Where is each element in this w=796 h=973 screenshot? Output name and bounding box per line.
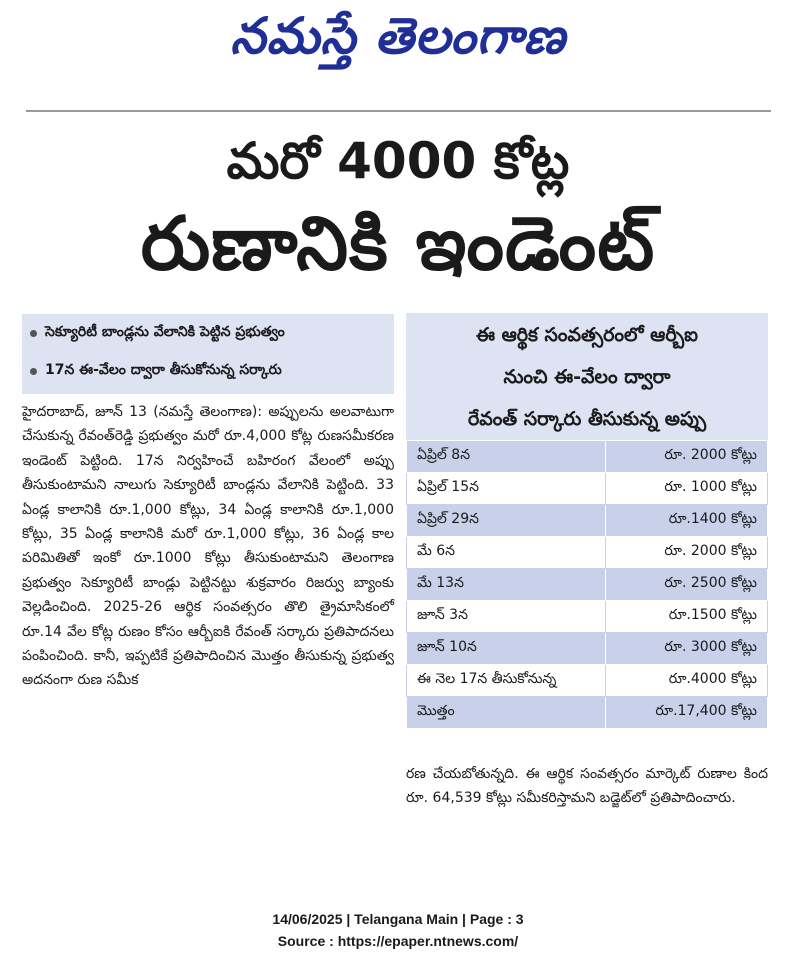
table-row: [407, 441, 768, 473]
highlight-bullets: [22, 314, 394, 394]
loan-summary-box: [406, 313, 768, 729]
loan-table-title-line: రేవంత్ సర్కారు తీసుకున్న అప్పు: [467, 408, 707, 430]
loan-date: మే 6న: [407, 537, 606, 569]
loan-table-title-line: నుంచి ఈ-వేలం ద్వారా: [503, 366, 671, 388]
loan-table-title-line: ఈ ఆర్థిక సంవత్సరంలో ఆర్బీఐ: [476, 324, 698, 346]
loan-amount: రూ.4000 కోట్లు: [606, 665, 768, 697]
article-body-left: [22, 400, 394, 693]
table-row: [407, 537, 768, 569]
loan-date: జూన్ 3న: [407, 601, 606, 633]
article-paragraph: రణ చేయబోతున్నది. ఈ ఆర్థిక సంవత్సరం మార్కెట్ రుణాల కింద రూ. 64,539 కోట్లు సమీకరిస్తామని బడ్జెట్‌లో ప్రతిపాదించారు.: [406, 766, 768, 807]
footer-date-edition: 14/06/2025 | Telangana Main | Page : 3: [272, 911, 524, 927]
loan-table: [406, 440, 768, 729]
loan-date: ఏప్రిల్ 15న: [407, 473, 606, 505]
bullet-text: 17న ఈ-వేలం ద్వారా తీసుకోనున్న సర్కారు: [45, 361, 282, 378]
headline-line-1: మరో 4000 కోట్ల: [226, 132, 570, 190]
loan-amount: రూ. 2000 కోట్లు: [606, 441, 768, 473]
bullet-icon: [30, 330, 37, 337]
bullet-text: సెక్యూరిటీ బాండ్లను వేలానికి పెట్టిన ప్రభుత్వం: [45, 323, 285, 340]
loan-table-title: [406, 313, 768, 440]
total-label: మొత్తం: [407, 697, 606, 729]
headline-line-2: రుణానికి ఇండెంట్: [140, 201, 656, 287]
loan-date: ఏప్రిల్ 29న: [407, 505, 606, 537]
bullet-item: [22, 352, 394, 390]
loan-date: ఈ నెల 17న తీసుకోనున్న: [407, 665, 606, 697]
loan-amount: రూ.1400 కోట్లు: [606, 505, 768, 537]
loan-date: ఏప్రిల్ 8న: [407, 441, 606, 473]
loan-amount: రూ. 1000 కోట్లు: [606, 473, 768, 505]
loan-date: జూన్ 10న: [407, 633, 606, 665]
table-row: [407, 665, 768, 697]
table-total-row: [407, 697, 768, 729]
bullet-icon: [30, 368, 37, 375]
loan-amount: రూ. 2500 కోట్లు: [606, 569, 768, 601]
article-body-right: [406, 762, 768, 811]
header-divider: [26, 110, 771, 112]
bullet-item: [22, 314, 394, 352]
table-row: [407, 601, 768, 633]
loan-amount: రూ. 2000 కోట్లు: [606, 537, 768, 569]
total-amount: రూ.17,400 కోట్లు: [606, 697, 768, 729]
masthead-logo: నమస్తే తెలంగాణ: [230, 6, 566, 65]
footer-source: Source : https://epaper.ntnews.com/: [277, 933, 519, 949]
article-paragraph: హైదరాబాద్, జూన్ 13 (నమస్తే తెలంగాణ): అప్పులను అలవాటుగా చేసుకున్న రేవంత్‌రెడ్డి ప్రభుత్వం మరో రూ.4,000 కోట్ల రుణసమీకరణ ఇండెంట్ పెట్టింది. 17న నిర్వహించే బహిరంగ వేలంలో అప్పు తీసుకుంటామని నాలుగు సెక్యూరిటీ బాండ్లను వేలానికి పెట్టింది. 33 ఏండ్ల కాలానికి రూ.1,000 కోట్లు, 34 ఏండ్ల కాలానికి రూ.1,000 కోట్లు, 35 ఏండ్ల కాలానికి మరో రూ.1,000 కోట్లు, 36 ఏండ్ల కాల పరిమితితో ఇంకో రూ.1000 కోట్లు తీసుకుంటామని తెలంగాణ ప్రభుత్వం సెక్యూరిటీ బాండ్లు పెట్టినట్టు శుక్రవారం రిజర్వు బ్యాంకు వెల్లడించింది. 2025-26 ఆర్థిక సంవత్సరం తొలి త్రైమాసికంలో రూ.14 వేల కోట్ల రుణం కోసం ఆర్బీఐకి రేవంత్ సర్కారు ప్రతిపాదనలు పంపించింది. కానీ, ఇప్పటికే ప్రతిపాదించిన మొత్తం తీసుకున్న ప్రభుత్వ అదనంగా రుణ సమీక: [22, 404, 394, 689]
loan-date: మే 13న: [407, 569, 606, 601]
loan-amount: రూ.1500 కోట్లు: [606, 601, 768, 633]
table-row: [407, 569, 768, 601]
loan-amount: రూ. 3000 కోట్లు: [606, 633, 768, 665]
table-row: [407, 505, 768, 537]
table-row: [407, 473, 768, 505]
table-row: [407, 633, 768, 665]
page-footer: [0, 908, 796, 952]
